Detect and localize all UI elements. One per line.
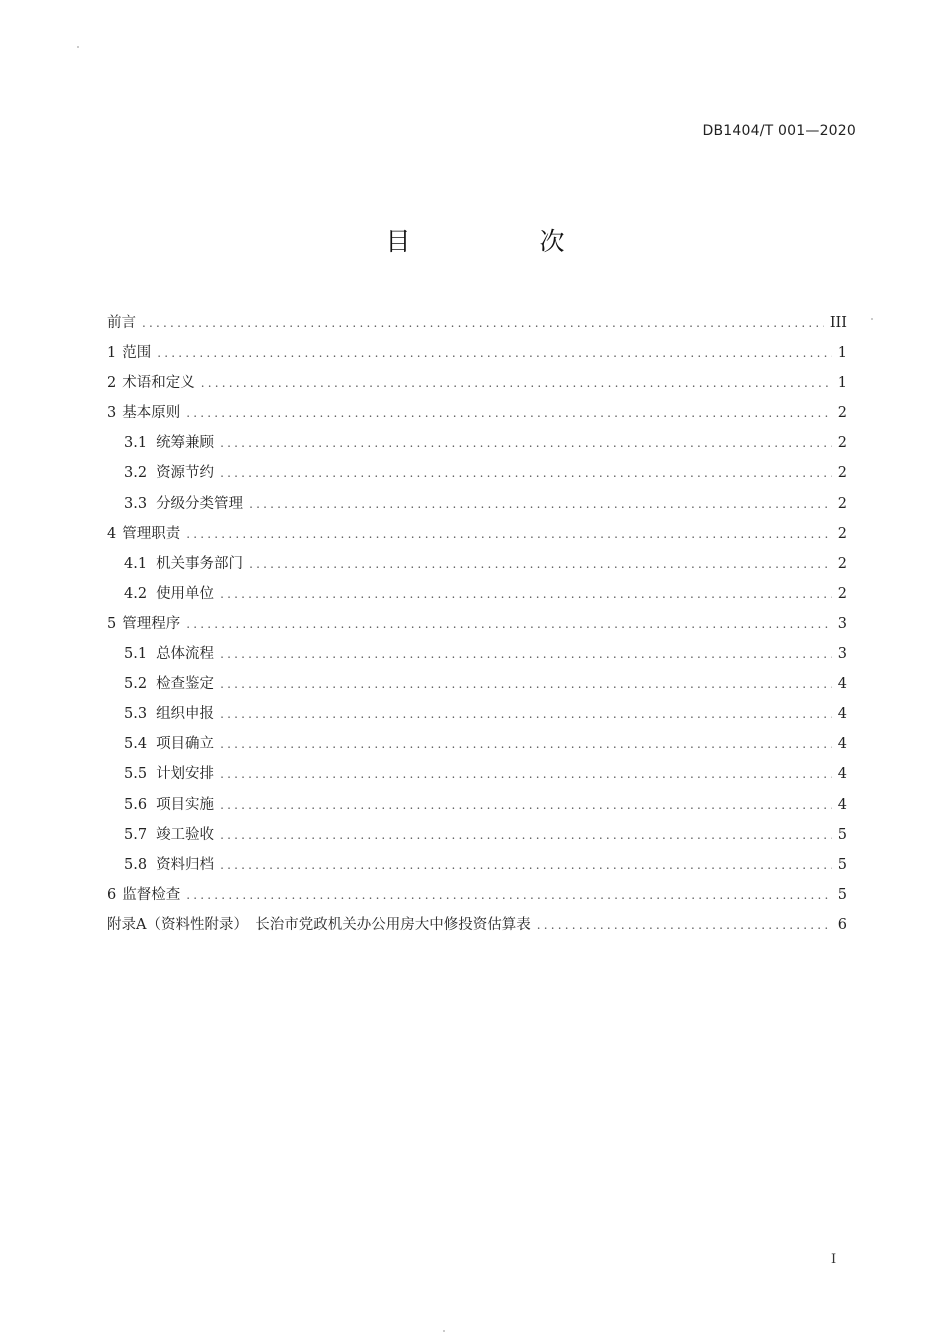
- dot-leader: [220, 458, 832, 488]
- toc-entry-number: 2: [107, 375, 117, 392]
- dot-leader: [220, 579, 832, 609]
- dot-leader: [201, 368, 832, 398]
- toc-entry-page: 2: [837, 435, 847, 452]
- toc-entry-page: 1: [837, 375, 847, 392]
- toc-entry[interactable]: [107, 609, 847, 639]
- dot-leader: [186, 880, 832, 910]
- dot-leader: [186, 398, 832, 428]
- toc-entry-page: 2: [837, 585, 847, 602]
- table-of-contents: [107, 308, 847, 940]
- toc-entry-title: 项目确立: [156, 736, 215, 753]
- toc-entry-title: 附录A（资料性附录） 长治市党政机关办公用房大中修投资估算表: [107, 916, 531, 933]
- toc-entry-title: 基本原则: [122, 405, 181, 422]
- dot-leader: [220, 759, 832, 789]
- toc-entry[interactable]: [107, 669, 847, 699]
- toc-entry-page: 5: [837, 826, 847, 843]
- toc-entry[interactable]: [107, 639, 847, 669]
- toc-entry-title: 项目实施: [156, 796, 215, 813]
- toc-entry-number: 3: [107, 405, 117, 422]
- toc-entry[interactable]: [107, 489, 847, 519]
- toc-entry[interactable]: [107, 579, 847, 609]
- toc-entry[interactable]: [107, 729, 847, 759]
- toc-entry-number: 5: [107, 615, 117, 632]
- toc-entry-title: 检查鉴定: [156, 676, 215, 693]
- toc-entry[interactable]: [107, 759, 847, 789]
- toc-entry[interactable]: [107, 790, 847, 820]
- toc-entry-page: 2: [837, 525, 847, 542]
- toc-entry-number: 1: [107, 345, 117, 362]
- toc-entry-number: 5.4: [124, 736, 148, 753]
- toc-entry-number: 5.2: [124, 676, 148, 693]
- dot-leader: [220, 639, 832, 669]
- toc-entry-title: 资料归档: [156, 856, 215, 873]
- page-title: 目 次: [385, 227, 617, 256]
- toc-entry-title: 统筹兼顾: [156, 435, 215, 452]
- toc-entry-number: 5.8: [124, 856, 148, 873]
- toc-entry-title: 资源节约: [156, 465, 215, 482]
- toc-entry-title: 监督检查: [122, 886, 181, 903]
- toc-entry[interactable]: [107, 519, 847, 549]
- toc-entry-number: 4.2: [124, 585, 148, 602]
- toc-entry-page: 4: [837, 706, 847, 723]
- toc-entry-number: 4.1: [124, 555, 148, 572]
- toc-entry[interactable]: [107, 308, 847, 338]
- toc-entry-page: 5: [837, 856, 847, 873]
- toc-entry-page: 2: [837, 495, 847, 512]
- toc-entry-page: 4: [837, 766, 847, 783]
- toc-entry-number: 4: [107, 525, 117, 542]
- toc-entry-title: 管理职责: [122, 525, 181, 542]
- toc-entry[interactable]: [107, 850, 847, 880]
- toc-entry-page: 4: [837, 796, 847, 813]
- dot-leader: [249, 549, 832, 579]
- toc-entry[interactable]: [107, 368, 847, 398]
- dot-leader: [220, 729, 832, 759]
- dot-leader: [220, 699, 832, 729]
- dot-leader: [220, 428, 832, 458]
- toc-entry-title: 总体流程: [156, 646, 215, 663]
- document-code: DB1404/T 001—2020: [702, 123, 856, 139]
- toc-entry-title: 组织申报: [156, 706, 215, 723]
- toc-entry-number: 5.7: [124, 826, 148, 843]
- scan-speck: [443, 1330, 445, 1332]
- toc-entry[interactable]: [107, 699, 847, 729]
- scan-speck: [871, 318, 873, 320]
- dot-leader: [142, 308, 824, 338]
- toc-entry-title: 竣工验收: [156, 826, 215, 843]
- dot-leader: [186, 519, 832, 549]
- toc-entry-page: 6: [837, 916, 847, 933]
- toc-entry-page: 3: [837, 615, 847, 632]
- toc-entry[interactable]: [107, 880, 847, 910]
- dot-leader: [537, 910, 832, 940]
- toc-entry-title: 分级分类管理: [156, 495, 244, 512]
- toc-entry-number: 3.2: [124, 465, 148, 482]
- toc-entry-number: 5.6: [124, 796, 148, 813]
- toc-entry-title: 计划安排: [156, 766, 215, 783]
- dot-leader: [186, 609, 832, 639]
- toc-entry[interactable]: [107, 458, 847, 488]
- toc-entry-number: 5.3: [124, 706, 148, 723]
- toc-entry-page: 2: [837, 555, 847, 572]
- toc-entry-title: 使用单位: [156, 585, 215, 602]
- toc-entry-page: 5: [837, 886, 847, 903]
- toc-entry-page: 2: [837, 465, 847, 482]
- toc-entry-page: 4: [837, 676, 847, 693]
- toc-entry-title: 术语和定义: [122, 375, 195, 392]
- dot-leader: [249, 489, 832, 519]
- toc-entry[interactable]: [107, 398, 847, 428]
- toc-entry-page: III: [829, 315, 847, 331]
- dot-leader: [220, 850, 832, 880]
- toc-entry-number: 5.1: [124, 646, 148, 663]
- toc-entry-page: 4: [837, 736, 847, 753]
- dot-leader: [157, 338, 832, 368]
- toc-entry[interactable]: [107, 820, 847, 850]
- dot-leader: [220, 669, 832, 699]
- toc-entry-number: 3.1: [124, 435, 148, 452]
- toc-entry[interactable]: [107, 549, 847, 579]
- scan-speck: [77, 46, 79, 48]
- dot-leader: [220, 790, 832, 820]
- toc-entry-page: 2: [837, 405, 847, 422]
- toc-entry-page: 1: [837, 345, 847, 362]
- toc-entry-number: 6: [107, 886, 117, 903]
- toc-entry-title: 管理程序: [122, 615, 181, 632]
- toc-entry-title: 范围: [122, 345, 152, 362]
- page-number: I: [831, 1252, 837, 1267]
- dot-leader: [220, 820, 832, 850]
- toc-entry-page: 3: [837, 646, 847, 663]
- toc-entry-number: 5.5: [124, 766, 148, 783]
- toc-entry-title: 机关事务部门: [156, 555, 244, 572]
- toc-entry-title: 前言: [107, 315, 136, 331]
- toc-entry[interactable]: [107, 910, 847, 940]
- toc-entry[interactable]: [107, 338, 847, 368]
- toc-entry[interactable]: [107, 428, 847, 458]
- toc-entry-number: 3.3: [124, 495, 148, 512]
